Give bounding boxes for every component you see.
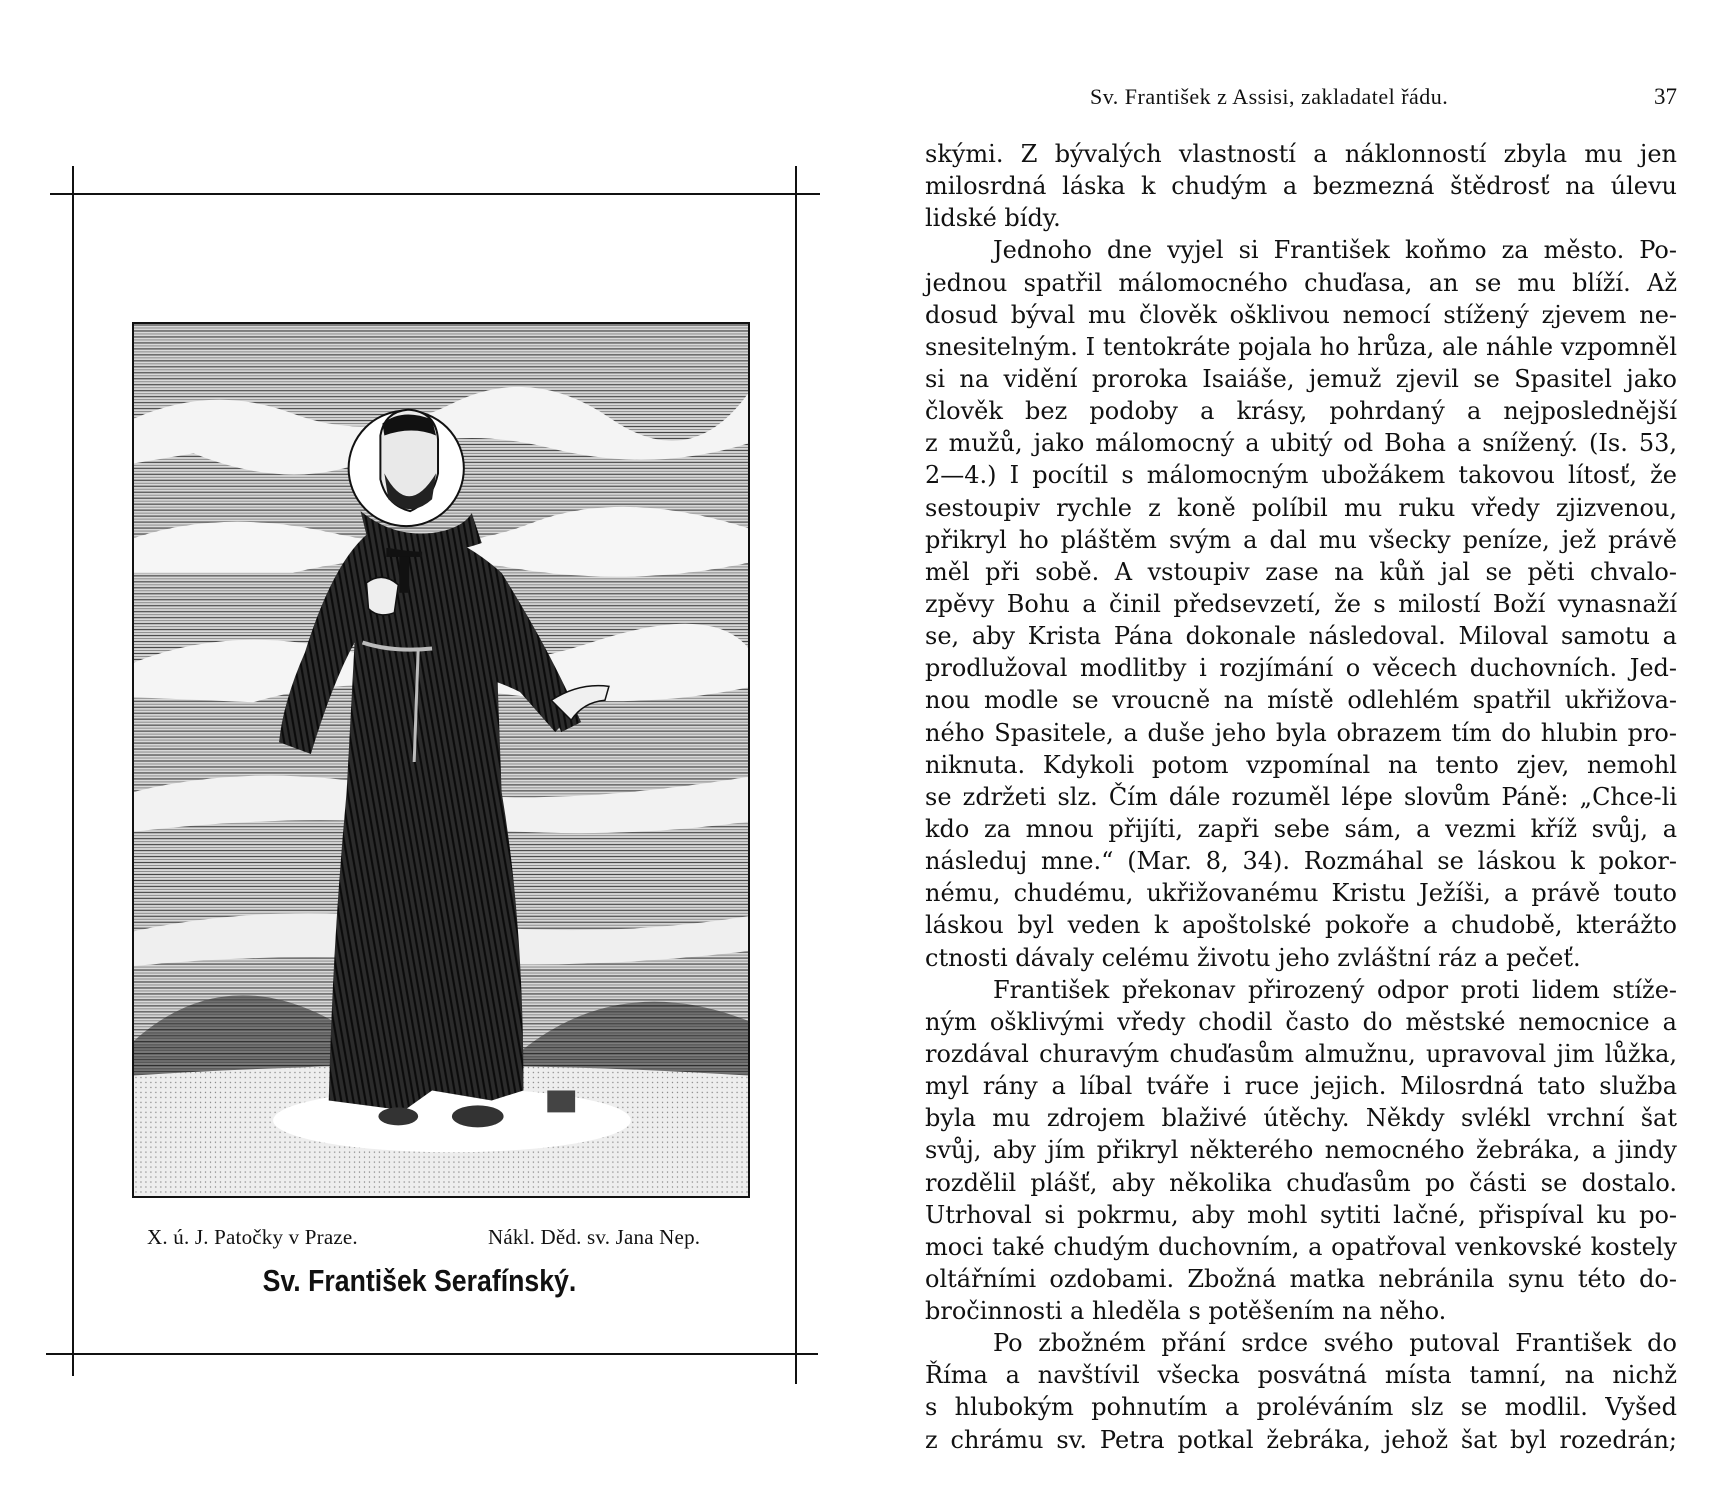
text-line: si na vidění proroka Isaiáše, jemuž zjevil se Spasitel jako [925, 364, 1677, 393]
text-line: Říma a navštívil všecka posvátná místa tamní, na nichž [925, 1361, 1677, 1390]
running-head [925, 84, 1677, 114]
text-line: sestoupiv rychle z koně políbil mu ruku vředy zjizvenou, [925, 493, 1677, 522]
text-line: myl rány a líbal tváře i ruce jejich. Milosrdná tato služba [925, 1072, 1677, 1101]
text-line: měl při sobě. A vstoupiv zase na kůň jal se pěti chvalo- [925, 557, 1677, 586]
text-line: láskou byl veden k apoštolské pokoře a chudobě, kterážto [925, 911, 1677, 940]
text-line: jednou spatřil málomocného chuďasa, an se mu blíží. Až [925, 268, 1677, 297]
text-line: prodlužoval modlitby i rozjímání o věcech duchovních. Jed- [925, 654, 1677, 683]
text-line: se, aby Krista Pána dokonale následoval. Miloval samotu a [925, 622, 1677, 651]
page-number: 37 [1654, 84, 1677, 109]
text-line: bročinnosti a hleděla s potěšením na něho. [925, 1297, 1447, 1326]
text-line: 2—4.) I pocítil s málomocným ubožákem takovou lítosť, že [925, 461, 1677, 490]
plate-page [0, 0, 830, 1500]
plate-printer-credit: X. ú. J. Patočky v Praze. [147, 1225, 358, 1249]
frame-right-rule [795, 166, 797, 1384]
text-line: František překonav přirozený odpor proti lidem stíže- [993, 975, 1677, 1004]
text-line: ctnosti dávaly celému životu jeho zvláštní ráz a pečeť. [925, 943, 1581, 972]
text-line: následuj mne.“ (Mar. 8, 34). Rozmáhal se láskou k pokor- [925, 847, 1677, 876]
text-page [925, 0, 1677, 1500]
text-line: oltářními ozdobami. Zbožná matka nebránila synu této do- [925, 1264, 1677, 1293]
text-line: Jednoho dne vyjel si František koňmo za město. Po- [993, 236, 1677, 265]
text-line: dosud býval mu člověk ošklivou nemocí stížený zjevem ne- [925, 300, 1677, 329]
text-line: nou modle se vroucně na místě odlehlém spatřil ukřižova- [925, 686, 1677, 715]
text-line: z mužů, jako málomocný a ubitý od Boha a snížený. (Is. 53, [925, 429, 1677, 458]
text-line: ného Spasitele, a duše jeho byla obrazem tím do hlubin pro- [925, 718, 1677, 747]
plate-publisher-credit: Nákl. Děd. sv. Jana Nep. [488, 1225, 701, 1249]
text-line: člověk bez podoby a krásy, pohrdaný a nejposlednější [925, 397, 1677, 426]
frame-top-rule [50, 193, 820, 195]
text-line: niknuta. Kdykoli potom vzpomínal na tento zjev, nemohl [925, 750, 1677, 779]
text-line: Utrhoval si pokrmu, aby mohl sytiti lačné, přispíval ku po- [925, 1200, 1677, 1229]
running-title: Sv. František z Assisi, zakladatel řádu. [1090, 84, 1449, 109]
text-line: rozdělil plášť, aby několika chuďasům po části se dostalo. [925, 1168, 1677, 1197]
frame-left-rule [72, 166, 74, 1376]
text-line: rozdával churavým chuďasům almužnu, upravoval jim lůžka, [925, 1039, 1677, 1068]
text-line: se zdržeti slz. Čím dále rozuměl lépe slovům Páně: „Chce-li [925, 782, 1677, 811]
text-line: lidské bídy. [925, 204, 1061, 233]
text-line: svůj, aby jím přikryl některého nemocného žebráka, a jindy [925, 1136, 1677, 1165]
text-line: kdo za mnou přijíti, zapři sebe sám, a vezmi kříž svůj, a [925, 814, 1677, 843]
text-line: Po zbožném přání srdce svého putoval František do [993, 1329, 1677, 1358]
engraving-image [134, 324, 748, 1196]
text-line: snesitelným. I tentokráte pojala ho hrůza, ale náhle vzpomněl [925, 332, 1677, 361]
text-line: nému, chudému, ukřižovanému Kristu Ježíši, a právě touto [925, 879, 1677, 908]
saint-francis-engraving [132, 322, 750, 1198]
text-line: z chrámu sv. Petra potkal žebráka, jehož šat byl rozedrán; [925, 1425, 1677, 1454]
text-line: moci také chudým duchovním, a opatřoval venkovské kostely [925, 1232, 1677, 1261]
text-line: milosrdná láska k chudým a bezmezná štědrosť na úlevu [925, 172, 1677, 201]
plate-caption: Sv. František Serafínský. [262, 1263, 577, 1298]
text-line: přikryl ho pláštěm svým a dal mu všecky peníze, jež právě [925, 525, 1677, 554]
text-line: byla mu zdrojem blaživé útěchy. Někdy svlékl vrchní šat [925, 1104, 1677, 1133]
text-line: skými. Z bývalých vlastností a náklonností zbyla mu jen [925, 140, 1677, 168]
frame-bottom-rule [46, 1353, 818, 1355]
text-line: zpěvy Bohu a činil předsevzetí, že s milostí Boží vynasnaží [925, 589, 1677, 618]
text-line: s hlubokým pohnutím a proléváním slz se modlil. Vyšed [925, 1393, 1677, 1422]
text-line: ným ošklivými vředy chodil často do městské nemocnice a [925, 1007, 1677, 1036]
body-text [925, 138, 1677, 1456]
